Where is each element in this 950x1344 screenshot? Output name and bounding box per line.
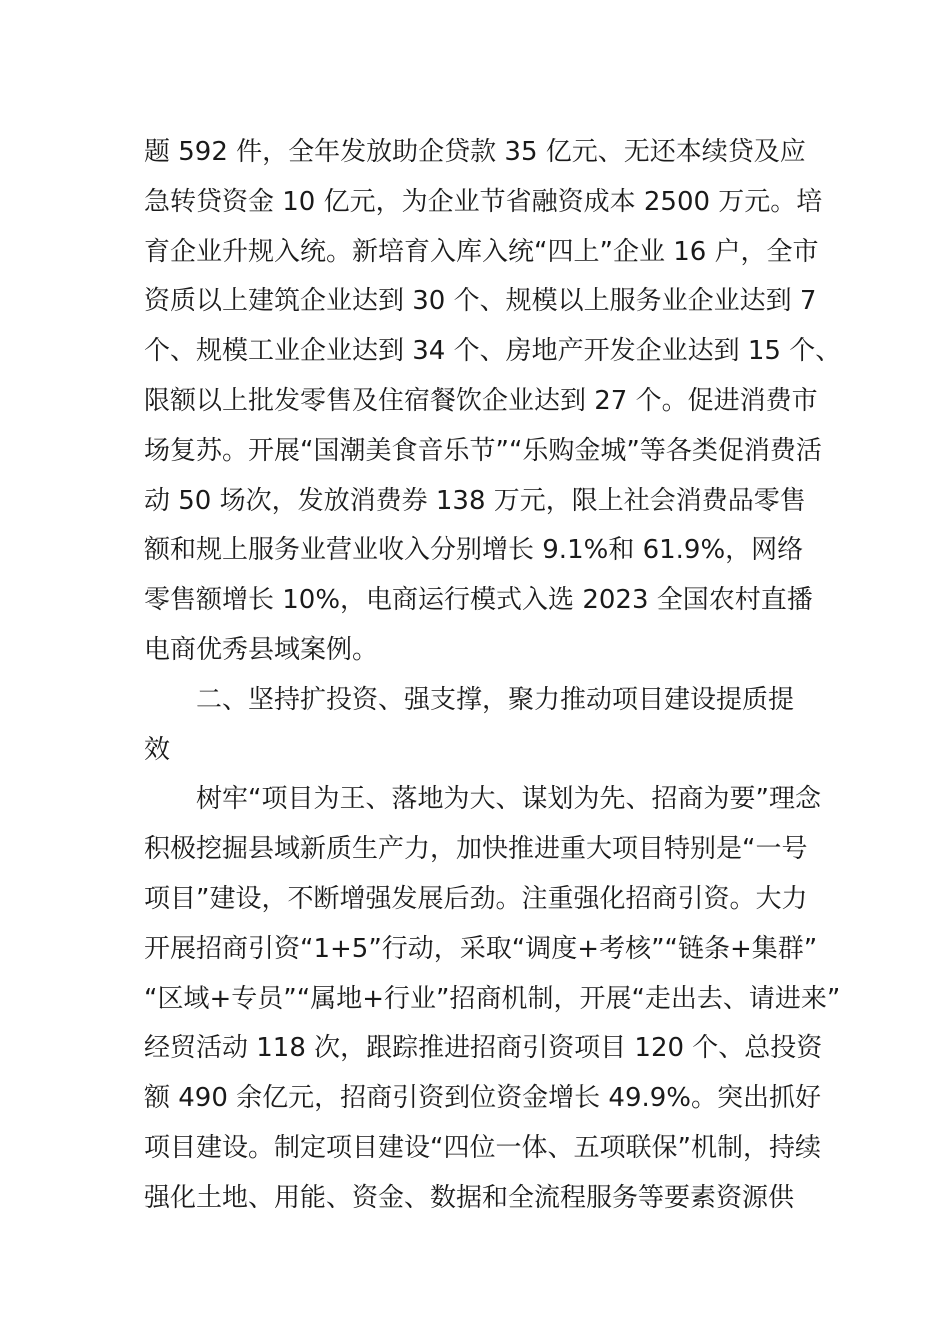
text-line-14: 树牢“项目为王、落地为大、谋划为先、招商为要”理念	[196, 784, 821, 815]
text-line-05: 个、规模工业企业达到 34 个、房地产开发企业达到 15 个、	[144, 336, 842, 367]
text-line-22: 强化土地、用能、资金、数据和全流程服务等要素资源供	[144, 1182, 795, 1213]
text-line-09: 额和规上服务业营业收入分别增长 9.1%和 61.9%，网络	[144, 535, 804, 566]
text-line-07: 场复苏。开展“国潮美食音乐节”“乐购金城”等各类促消费活	[144, 435, 822, 466]
text-line-21: 项目建设。制定项目建设“四位一体、五项联保”机制，持续	[144, 1132, 821, 1163]
section-heading-line-2: 效	[144, 734, 171, 765]
section-heading-line-1: 二、坚持扩投资、强支撑，聚力推动项目建设提质提	[196, 684, 795, 715]
text-line-17: 开展招商引资“1+5”行动，采取“调度+考核”“链条+集群”	[144, 933, 818, 964]
text-line-16: 项目”建设，不断增强发展后劲。注重强化招商引资。大力	[144, 883, 808, 914]
body-text	[144, 128, 842, 1224]
text-line-15: 积极挖掘县域新质生产力，加快推进重大项目特别是“一号	[144, 834, 808, 865]
text-line-01: 题 592 件，全年发放助企贷款 35 亿元、无还本续贷及应	[144, 137, 806, 167]
text-line-19: 经贸活动 118 次，跟踪推进招商引资项目 120 个、总投资	[144, 1033, 823, 1064]
text-line-02: 急转贷资金 10 亿元，为企业节省融资成本 2500 万元。培	[144, 186, 823, 217]
text-line-08: 动 50 场次，发放消费券 138 万元，限上社会消费品零售	[144, 485, 806, 516]
text-line-18: “区域+专员”“属地+行业”招商机制，开展“走出去、请进来”	[144, 983, 841, 1014]
text-line-04: 资质以上建筑企业达到 30 个、规模以上服务业企业达到 7	[144, 286, 817, 317]
text-line-06: 限额以上批发零售及住宿餐饮企业达到 27 个。促进消费市	[144, 385, 818, 416]
text-line-11: 电商优秀县域案例。	[144, 634, 379, 665]
text-line-20: 额 490 余亿元，招商引资到位资金增长 49.9%。突出抓好	[144, 1083, 822, 1114]
text-line-10: 零售额增长 10%，电商运行模式入选 2023 全国农村直播	[144, 585, 813, 616]
text-line-03: 育企业升规入统。新培育入库入统“四上”企业 16 户，全市	[144, 236, 819, 267]
